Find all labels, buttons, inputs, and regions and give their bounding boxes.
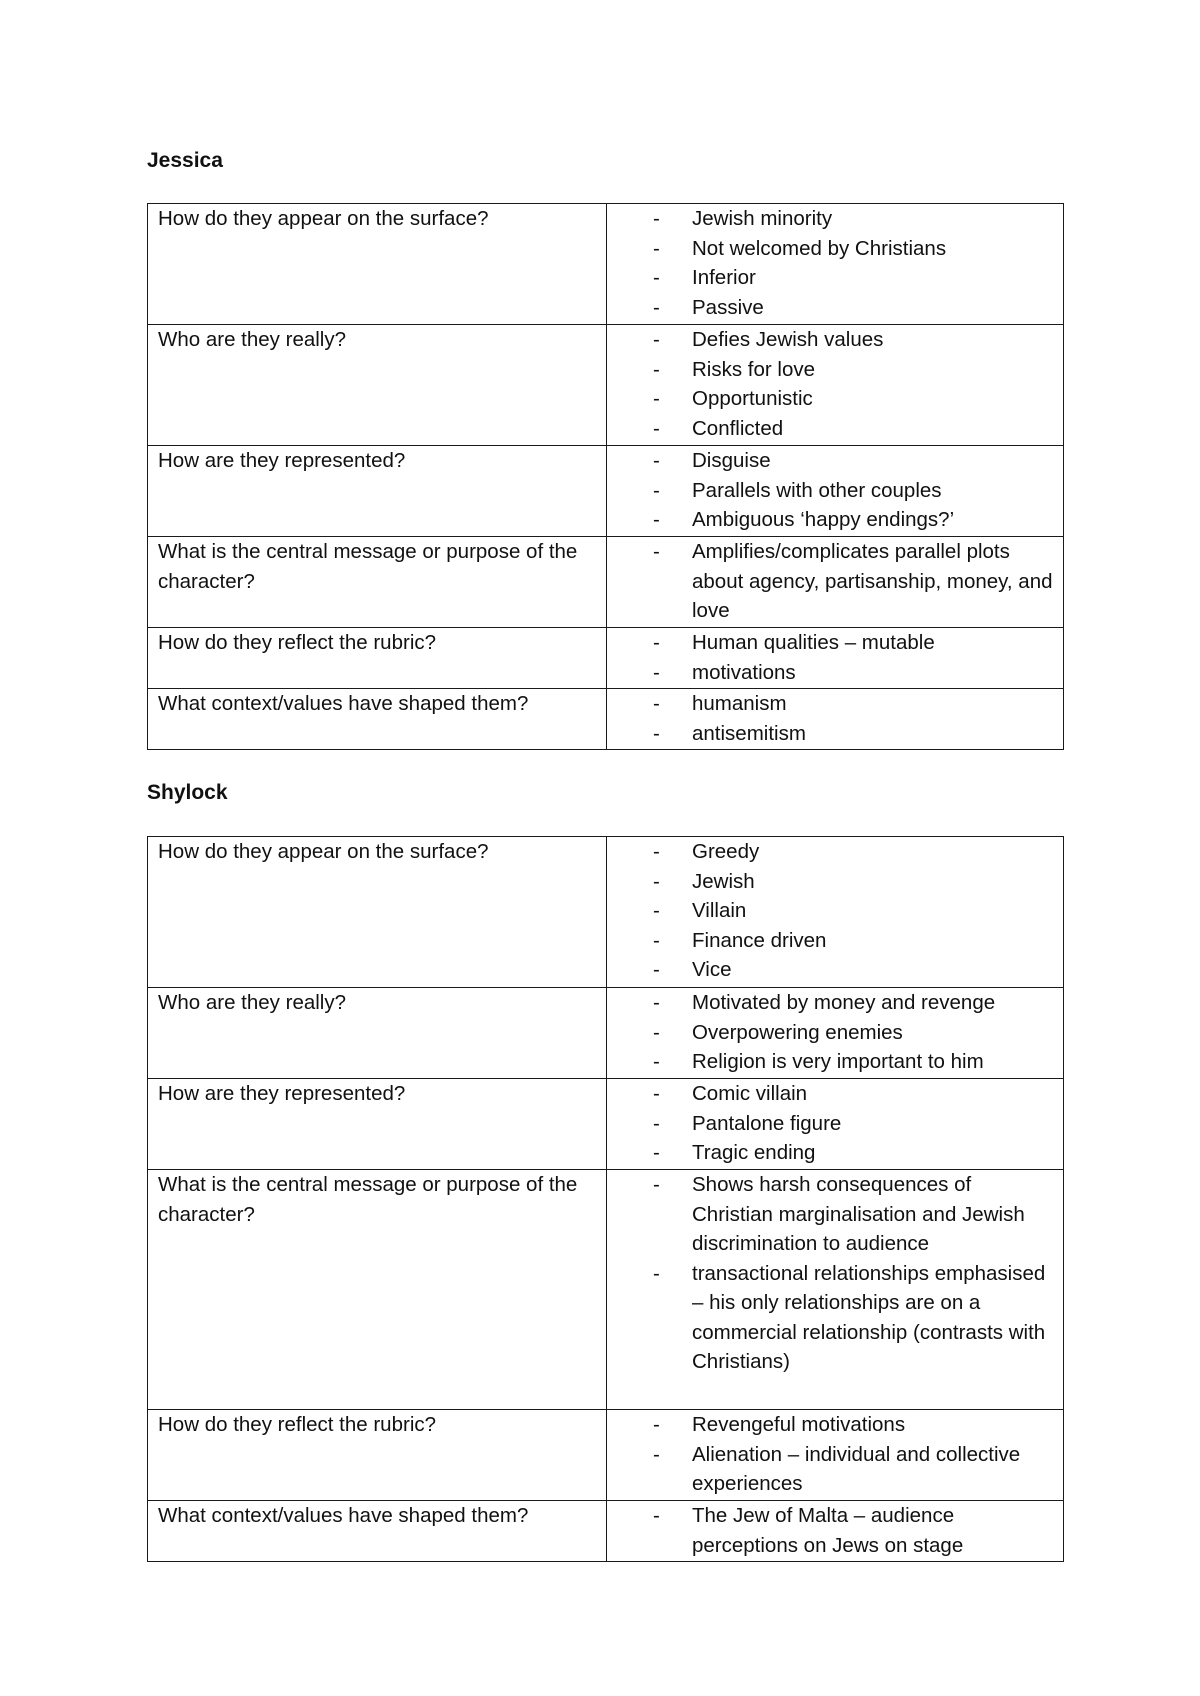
table-row — [148, 988, 1064, 1079]
answer-list — [653, 628, 1055, 687]
section-shylock — [147, 778, 1064, 1562]
list-item: - Villain — [653, 899, 747, 922]
list-item: - Religion is very important to him — [653, 1050, 984, 1073]
question-cell: How do they appear on the surface? — [148, 204, 607, 325]
answer-cell — [607, 837, 1064, 988]
question-cell: What is the central message or purpose of the character? — [148, 537, 607, 628]
question-cell: How are they represented? — [148, 446, 607, 537]
answer-list — [653, 1501, 1055, 1560]
list-item: - Not welcomed by Christians — [653, 236, 947, 260]
answer-list — [653, 446, 1055, 535]
table-row — [148, 837, 1064, 988]
list-item: - Shows harsh consequences of Christian marginalisation and Jewish discrimination to audience — [653, 1173, 1025, 1255]
answer-cell — [607, 628, 1064, 689]
character-table-jessica — [147, 203, 1064, 750]
list-item: - Motivated by money and revenge — [653, 991, 996, 1014]
section-title: Shylock — [147, 781, 228, 804]
list-item: - Ambiguous ‘happy endings?’ — [653, 508, 955, 531]
table-row — [148, 204, 1064, 325]
answer-list — [653, 1410, 1055, 1499]
list-item: - Passive — [653, 295, 764, 319]
question-cell: Who are they really? — [148, 325, 607, 446]
answer-cell — [607, 988, 1064, 1079]
table-row — [148, 1079, 1064, 1170]
question-cell: How do they appear on the surface? — [148, 837, 607, 988]
table-row — [148, 689, 1064, 750]
list-item: - transactional relationships emphasised – his only relationships are on a commercial relationship (contrasts with Christians) — [653, 1261, 1046, 1373]
answer-cell — [607, 1501, 1064, 1562]
question-cell: What context/values have shaped them? — [148, 1501, 607, 1562]
list-item: - Finance driven — [653, 928, 827, 952]
section-jessica — [147, 146, 1064, 750]
list-item: - Jewish — [653, 869, 755, 893]
list-item: - Vice — [653, 958, 732, 981]
question-cell: How do they reflect the rubric? — [148, 1410, 607, 1501]
table-row — [148, 1410, 1064, 1501]
table-row — [148, 446, 1064, 537]
answer-cell — [607, 204, 1064, 325]
list-item: - Pantalone figure — [653, 1111, 842, 1135]
list-item: - Disguise — [653, 449, 771, 472]
list-item: - Conflicted — [653, 416, 784, 440]
answer-cell — [607, 325, 1064, 446]
question-cell: What context/values have shaped them? — [148, 689, 607, 750]
answer-list — [653, 325, 1055, 443]
list-item: - Greedy — [653, 840, 760, 863]
list-item: - Overpowering enemies — [653, 1020, 903, 1044]
list-item: - humanism — [653, 692, 787, 715]
answer-cell — [607, 537, 1064, 628]
list-item: - Jewish minority — [653, 207, 833, 230]
table-row — [148, 1170, 1064, 1410]
answer-list — [653, 689, 1055, 748]
character-table-shylock — [147, 836, 1064, 1562]
answer-cell — [607, 1410, 1064, 1501]
answer-list — [653, 988, 1055, 1077]
table-row — [148, 325, 1064, 446]
list-item: - Inferior — [653, 266, 756, 289]
list-item: - motivations — [653, 660, 796, 684]
answer-list — [653, 1170, 1055, 1377]
list-item: - Revengeful motivations — [653, 1413, 906, 1436]
answer-list — [653, 204, 1055, 322]
list-item: - Parallels with other couples — [653, 478, 942, 502]
list-item: - Opportunistic — [653, 387, 813, 410]
answer-cell — [607, 689, 1064, 750]
list-item: - Amplifies/complicates parallel plots about agency, partisanship, money, and love — [653, 540, 1053, 622]
question-cell: How do they reflect the rubric? — [148, 628, 607, 689]
table-row — [148, 537, 1064, 628]
answer-list — [653, 837, 1055, 985]
answer-list — [653, 537, 1055, 626]
list-item: - Human qualities – mutable — [653, 631, 935, 654]
question-cell: How are they represented? — [148, 1079, 607, 1170]
list-item: - antisemitism — [653, 721, 806, 745]
answer-cell — [607, 446, 1064, 537]
list-item: - Alienation – individual and collective experiences — [653, 1442, 1021, 1495]
table-row — [148, 1501, 1064, 1562]
list-item: - Defies Jewish values — [653, 328, 884, 351]
answer-cell — [607, 1079, 1064, 1170]
list-item: - Risks for love — [653, 357, 816, 381]
table-row — [148, 628, 1064, 689]
question-cell: Who are they really? — [148, 988, 607, 1079]
section-title: Jessica — [147, 149, 223, 172]
list-item: - Comic villain — [653, 1082, 808, 1105]
question-cell: What is the central message or purpose of the character? — [148, 1170, 607, 1410]
list-item: - The Jew of Malta – audience perceptions on Jews on stage — [653, 1504, 964, 1557]
answer-list — [653, 1079, 1055, 1168]
answer-cell — [607, 1170, 1064, 1410]
list-item: - Tragic ending — [653, 1141, 816, 1164]
